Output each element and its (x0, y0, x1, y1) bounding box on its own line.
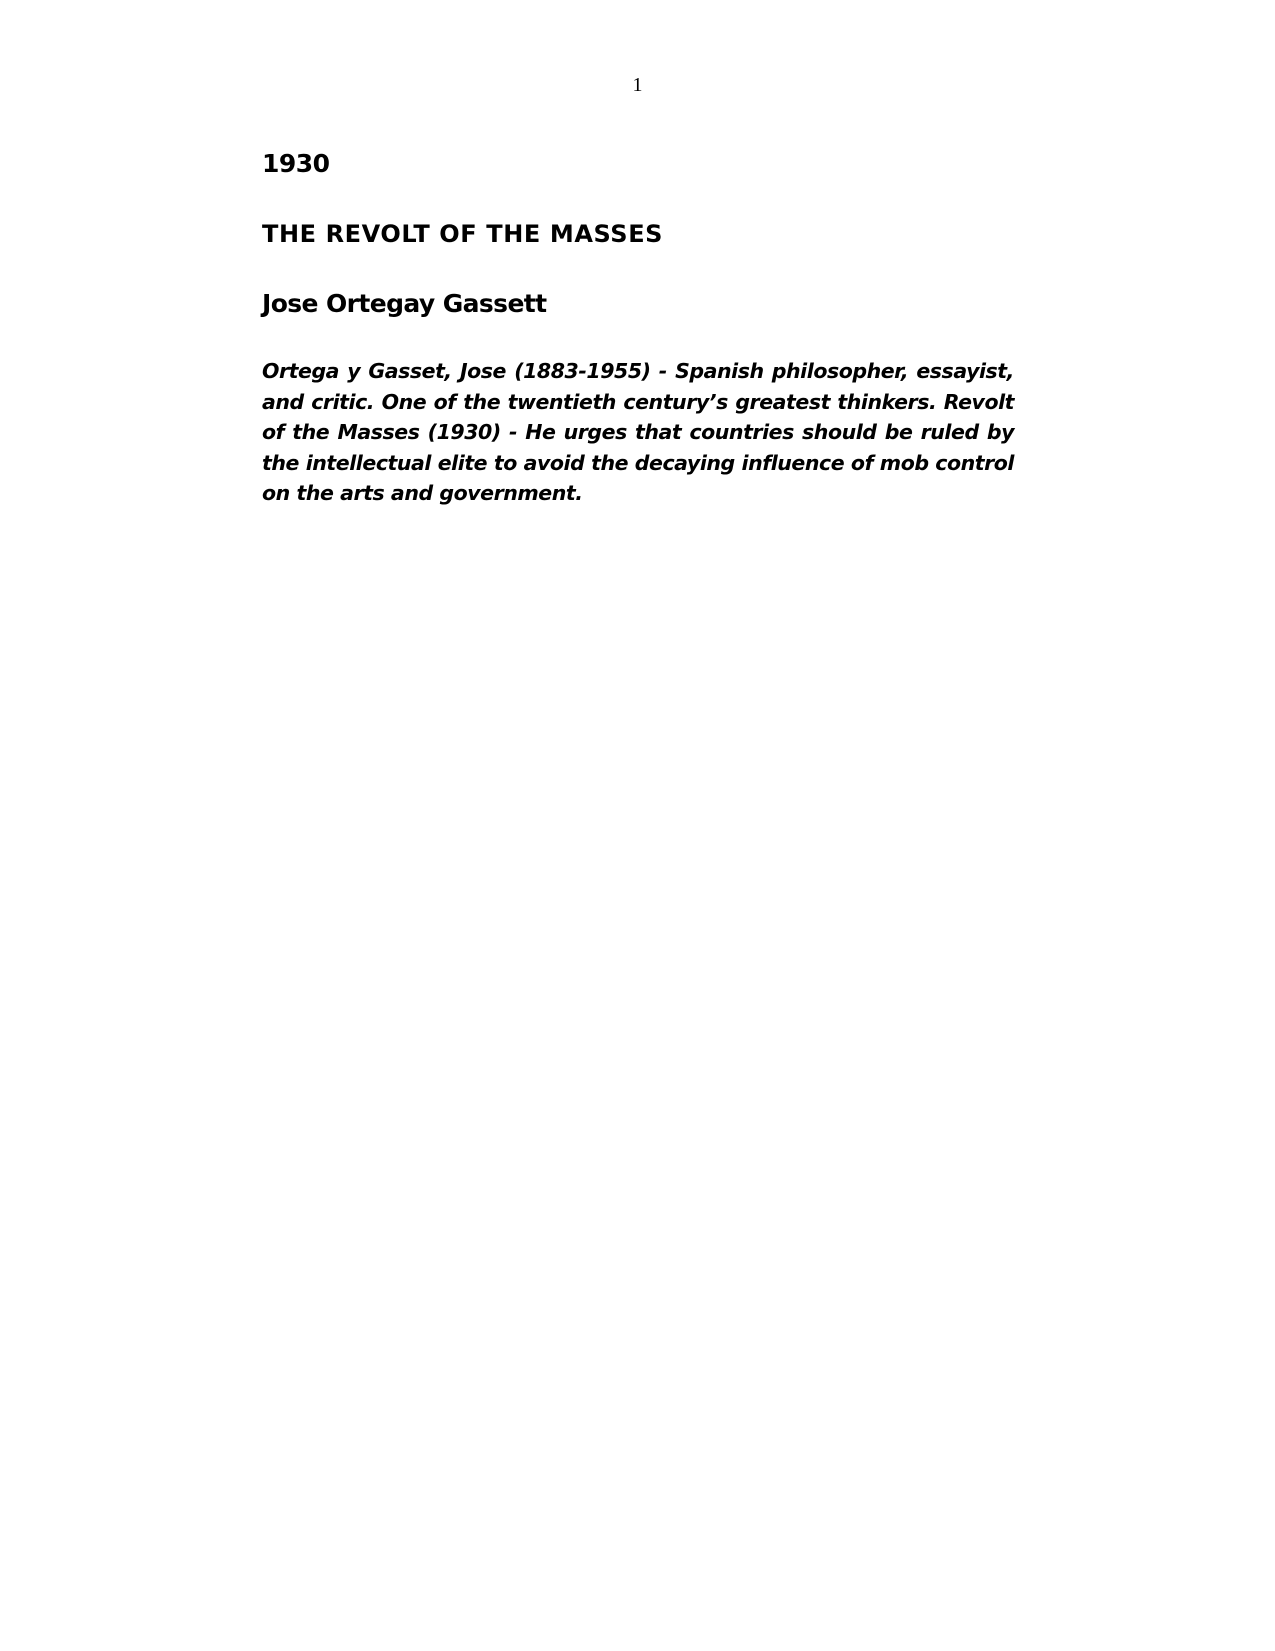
document-author: Jose Ortegay Gassett (262, 289, 547, 318)
document-body (262, 148, 1014, 509)
document-abstract: Ortega y Gasset, Jose (1883-1955) - Spanish philosopher, essayist, and critic. One of the twentieth century’s greatest thinkers. Revolt of the Masses (1930) - He urges that countries should be ruled by the intellectual elite to avoid the decaying influence of mob control on the arts and government. (262, 359, 1014, 505)
document-title: THE REVOLT OF THE MASSES (262, 220, 664, 248)
document-year: 1930 (262, 149, 330, 178)
page-number: 1 (632, 74, 643, 96)
